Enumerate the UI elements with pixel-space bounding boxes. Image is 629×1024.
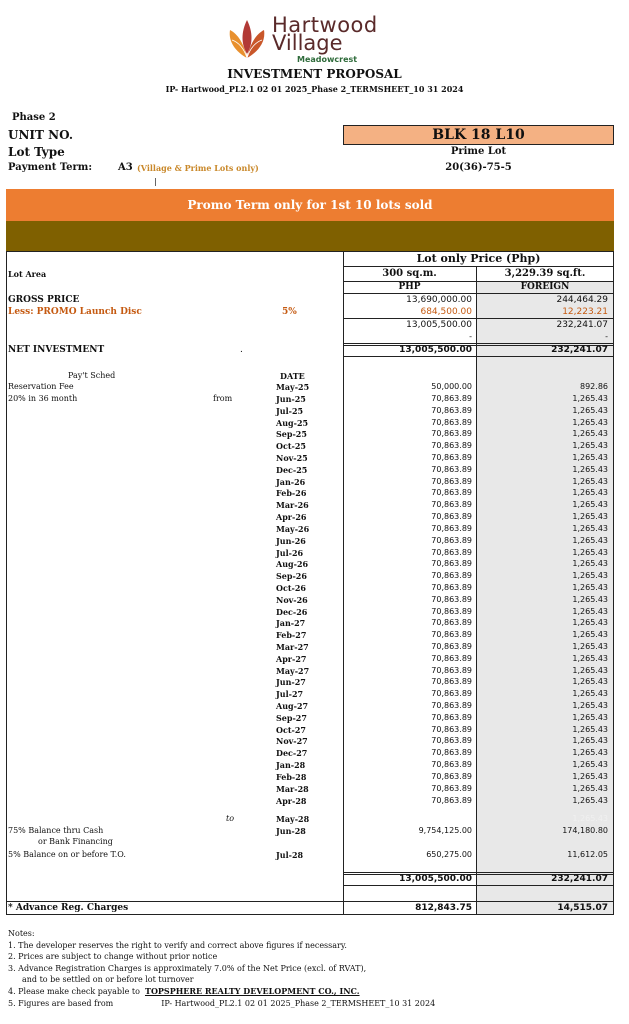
payment-term-label: Payment Term: [8,162,93,173]
schedule-php: 70,863.89 [431,417,472,427]
schedule-php: 70,863.89 [431,724,472,734]
schedule-row [0,547,629,559]
schedule-php: 70,863.89 [431,736,472,746]
schedule-php: 70,863.89 [431,535,472,545]
schedule-date: Oct-26 [276,582,306,593]
last-month-row [0,813,629,825]
schedule-row [0,405,629,417]
schedule-date: Feb-26 [276,488,307,499]
schedule-date: Aug-27 [276,701,309,712]
schedule-row [0,582,629,594]
net-row [0,344,629,356]
disc-pct: 5% [282,307,297,317]
lot-type-value: Prime Lot [450,146,507,157]
schedule-date: May-26 [276,523,310,534]
schedule-fx: 1,265.43 [572,464,608,474]
schedule-row [0,535,629,547]
schedule-php: 70,863.89 [431,712,472,722]
schedule-row [0,795,629,807]
brand-name-line1: Hartwood [272,13,378,37]
schedule-date: Dec-25 [276,464,308,475]
net-php: 13,005,500.00 [399,345,472,355]
notes-heading: Notes: [8,929,35,938]
schedule-php: 70,863.89 [431,771,472,781]
schedule-php: 70,863.89 [431,441,472,451]
price-heading: Lot only Price (Php) [416,252,541,265]
schedule-row [0,771,629,783]
schedule-row [0,511,629,523]
schedule-php: 70,863.89 [431,476,472,486]
schedule-php: 70,863.89 [431,701,472,711]
schedule-date: Dec-27 [276,748,308,759]
charges-fx: 14,515.07 [557,903,608,913]
schedule-fx: 1,265.43 [572,677,608,687]
schedule-fx: 1,265.43 [572,535,608,545]
schedule-fx: 1,265.43 [572,783,608,793]
area-sqm: 300 sq.m. [382,268,437,279]
schedule-fx: 1,265.43 [572,736,608,746]
note-3: 3. Advance Registration Charges is approximately 7.0% of the Net Price (excl. of RVAT), [8,963,367,973]
brand-name-line2: Village [272,31,343,55]
schedule-php: 70,863.89 [431,783,472,793]
balance-label-2: or Bank Financing [38,837,113,846]
schedule-php: 70,863.89 [431,677,472,687]
schedule-row [0,594,629,606]
col-foreign: FOREIGN [520,282,570,292]
schedule-php: 70,863.89 [431,582,472,592]
final-label: 5% Balance on or before T.O. [8,850,126,859]
schedule-row [0,440,629,452]
schedule-row [0,558,629,570]
charges-php: 812,843.75 [415,903,472,913]
schedule-date: Apr-28 [276,795,307,806]
total-row [0,873,629,885]
reservation-date: May-25 [276,382,310,392]
schedule-fx: 1,265.43 [572,405,608,415]
schedule-date: Jun-25 [276,394,306,404]
gross-label: GROSS PRICE [8,295,80,305]
schedule-fx: 1,265.43 [572,630,608,640]
balance-date: Jun-28 [276,826,306,836]
schedule-fx: 1,265.43 [572,618,608,628]
schedule-fx: 1,265.43 [572,500,608,510]
net-fx: 232,241.07 [551,345,608,355]
payment-term-code: A3 [118,162,133,173]
dash-php: - [469,332,472,341]
schedule-fx: 1,265.43 [572,547,608,557]
schedule-row [0,629,629,641]
document-title: INVESTMENT PROPOSAL [227,67,402,81]
schedule-fx: 1,265.43 [572,724,608,734]
schedule-fx: 1,265.43 [572,488,608,498]
note-5: 5. Figures are based from [8,998,114,1008]
payment-term-note: (Village & Prime Lots only) [137,163,259,173]
note-1: 1. The developer reserves the right to verify and correct above figures if necessary. [8,940,347,950]
rule [343,885,613,886]
schedule-php: 70,863.89 [431,618,472,628]
tick-mark [155,178,156,186]
area-sqft: 3,229.39 sq.ft. [504,268,586,279]
subtotal-row [0,319,629,331]
schedule-row [0,712,629,724]
to-label: to [226,814,235,823]
schedule-row [0,393,629,405]
schedule-fx: 1,265.43 [572,701,608,711]
schedule-date: Jul-25 [276,405,304,416]
schedule-date: Feb-27 [276,630,307,641]
lot-area-label: Lot Area [8,269,47,279]
net-dot: . [240,345,243,355]
schedule-row [0,428,629,440]
schedule-row [0,783,629,795]
note-2: 2. Prices are subject to change without prior notice [8,952,218,962]
schedule-fx: 1,265.43 [572,642,608,651]
schedule-date: Sep-26 [276,571,307,582]
schedule-row [0,523,629,535]
gross-php: 13,690,000.00 [406,295,472,305]
schedule-php: 70,863.89 [431,760,472,770]
schedule-php: 70,863.89 [431,429,472,439]
gross-fx: 244,464.29 [556,295,608,305]
schedule-php: 70,863.89 [431,394,472,403]
schedule-date: Jan-27 [276,618,306,629]
schedule-date: Mar-26 [276,500,309,511]
col-php: PHP [398,282,421,292]
schedule-fx: 1,265.43 [572,512,608,522]
schedule-row [0,735,629,747]
schedule-fx: 1,265.43 [572,771,608,781]
schedule-fx: 1,265.43 [572,653,608,663]
brown-band [6,221,614,251]
schedule-row [0,724,629,736]
schedule-date: Apr-26 [276,512,307,523]
hartwood-logo-icon [222,14,272,66]
schedule-php: 70,863.89 [431,571,472,581]
disc-row [0,306,629,318]
schedule-row [0,606,629,618]
note-5-ref: IP- Hartwood_PL2.1 02 01 2025_Phase 2_TERMSHEET_10 31 2024 [161,998,436,1008]
schedule-php: 70,863.89 [431,547,472,557]
schedule-date: Nov-25 [276,453,308,464]
schedule-date: Dec-26 [276,606,308,617]
schedule-row [0,653,629,665]
reservation-php: 50,000.00 [431,382,472,391]
unit-no-label: UNIT NO. [8,128,74,142]
total-fx: 232,241.07 [551,874,608,884]
schedule-row [0,417,629,429]
schedule-date: Aug-26 [276,559,309,570]
schedule-date: Aug-25 [276,417,309,428]
schedule-date: Feb-28 [276,771,307,782]
balance-php: 9,754,125.00 [418,826,472,835]
schedule-date: Jul-27 [276,689,304,700]
schedule-date: Nov-26 [276,594,308,605]
schedule-fx: 1,265.43 [572,712,608,722]
monthly-label: 20% in 36 month [8,394,78,403]
schedule-row [0,747,629,759]
schedule-date: Nov-27 [276,736,308,747]
schedule-php: 70,863.89 [431,464,472,474]
schedule-date: Jun-27 [276,677,306,688]
schedule-row [0,641,629,653]
schedule-date: May-27 [276,665,310,676]
rule [343,266,613,267]
lot-type-label: Lot Type [8,145,65,159]
schedule-fx: 1,265.43 [572,429,608,439]
balance-fx: 174,180.80 [562,826,608,835]
final-php: 650,275.00 [426,850,472,859]
from-label: from [213,394,233,403]
schedule-fx: 1,265.43 [572,594,608,604]
date-heading: DATE [280,371,305,381]
subtotal-fx: 232,241.07 [556,320,608,330]
schedule-row [0,476,629,488]
schedule-row [0,487,629,499]
schedule-php: 70,863.89 [431,453,472,463]
schedule-php: 70,863.89 [431,630,472,640]
schedule-php: 70,863.89 [431,405,472,415]
schedule-php: 70,863.89 [431,665,472,675]
balance-label-1: 75% Balance thru Cash [8,826,104,835]
schedule-date: Sep-27 [276,712,307,723]
schedule-php: 70,863.89 [431,653,472,663]
schedule-fx: 1,265.43 [572,665,608,675]
reservation-fx: 892.86 [580,382,608,391]
payment-term-value: 20(36)-75-5 [445,162,512,173]
note-4: 4. Please make check payable to [8,986,140,996]
schedule-date: Mar-28 [276,783,309,794]
schedule-row [0,452,629,464]
notes-block [8,928,435,1009]
promo-banner: Promo Term only for 1st 10 lots sold [6,189,614,221]
schedule-fx: 1,265.43 [572,689,608,699]
schedule-date: Jul-26 [276,547,304,558]
net-label: NET INVESTMENT [8,345,105,355]
final-date: Jul-28 [276,850,304,860]
schedule-fx: 1,265.43 [572,523,608,533]
document-subtitle: IP- Hartwood_PL2.1 02 01 2025_Phase 2_TERMSHEET_10 31 2024 [165,84,464,94]
schedule-fx: 1,265.43 [572,606,608,616]
schedule-php: 70,863.89 [431,642,472,651]
schedule-row [0,700,629,712]
schedule-php: 70,863.89 [431,689,472,699]
final-fx: 11,612.05 [567,850,608,859]
schedule-fx: 1,265.43 [572,476,608,486]
schedule-date: Jun-26 [276,535,306,546]
schedule-date: Jan-26 [276,476,306,487]
schedule-php: 70,863.89 [431,488,472,498]
schedule-row [0,570,629,582]
reservation-row [0,381,629,393]
gross-row [0,294,629,306]
schedule-php: 70,863.89 [431,523,472,533]
schedule-row [0,676,629,688]
schedule-fx: 1,265.43 [572,453,608,463]
dash-fx: - [605,332,608,341]
schedule-php: 70,863.89 [431,512,472,522]
rule [343,356,613,357]
dash-row [0,331,629,343]
last-date: May-28 [276,814,310,824]
schedule-date: Jan-28 [276,760,306,771]
reservation-label: Reservation Fee [8,382,74,391]
schedule-row [0,617,629,629]
unit-no-value: BLK 18 L10 [343,125,614,145]
schedule-fx: 1,265.43 [572,760,608,770]
final-row [0,849,629,861]
charges-row [0,902,629,914]
schedule-date: Oct-25 [276,441,306,452]
schedule-fx: 1,265.43 [572,571,608,581]
schedule-fx: 1,265.43 [572,559,608,569]
schedule-fx: 1,265.43 [572,394,608,403]
disc-label: Less: PROMO Launch Disc [8,307,142,317]
schedule-fx: 1,265.43 [572,795,608,805]
schedule-fx: 1,265.43 [572,441,608,451]
schedule-php: 70,863.89 [431,500,472,510]
schedule-date: Apr-27 [276,653,307,664]
schedule-php: 70,863.89 [431,795,472,805]
total-php: 13,005,500.00 [399,874,472,884]
schedule-row [0,499,629,511]
schedule-row [0,759,629,771]
disc-fx: 12,223.21 [562,307,608,317]
schedule-php: 70,863.89 [431,748,472,758]
schedule-php: 70,863.89 [431,559,472,569]
schedule-fx: 1,265.43 [572,417,608,427]
last-fx-hidden: 1,265.43 [572,814,608,823]
subtotal-php: 13,005,500.00 [406,320,472,330]
schedule-row [0,688,629,700]
schedule-fx: 1,265.43 [572,748,608,758]
sched-heading: Pay't Sched [68,371,116,380]
charges-label: * Advance Reg. Charges [8,903,129,913]
schedule-php: 70,863.89 [431,606,472,616]
schedule-date: Oct-27 [276,724,306,735]
schedule-date: Sep-25 [276,429,307,440]
note-4-payee: TOPSPHERE REALTY DEVELOPMENT CO., INC. [144,985,360,996]
schedule-php: 70,863.89 [431,594,472,604]
note-3b: and to be settled on or before lot turnover [22,975,194,985]
schedule-fx: 1,265.43 [572,582,608,592]
brand-tagline: Meadowcrest [297,55,358,64]
schedule-row [0,665,629,677]
disc-php: 684,500.00 [420,307,472,317]
phase-label: Phase 2 [12,112,56,123]
schedule-row [0,464,629,476]
schedule-date: Mar-27 [276,642,309,652]
